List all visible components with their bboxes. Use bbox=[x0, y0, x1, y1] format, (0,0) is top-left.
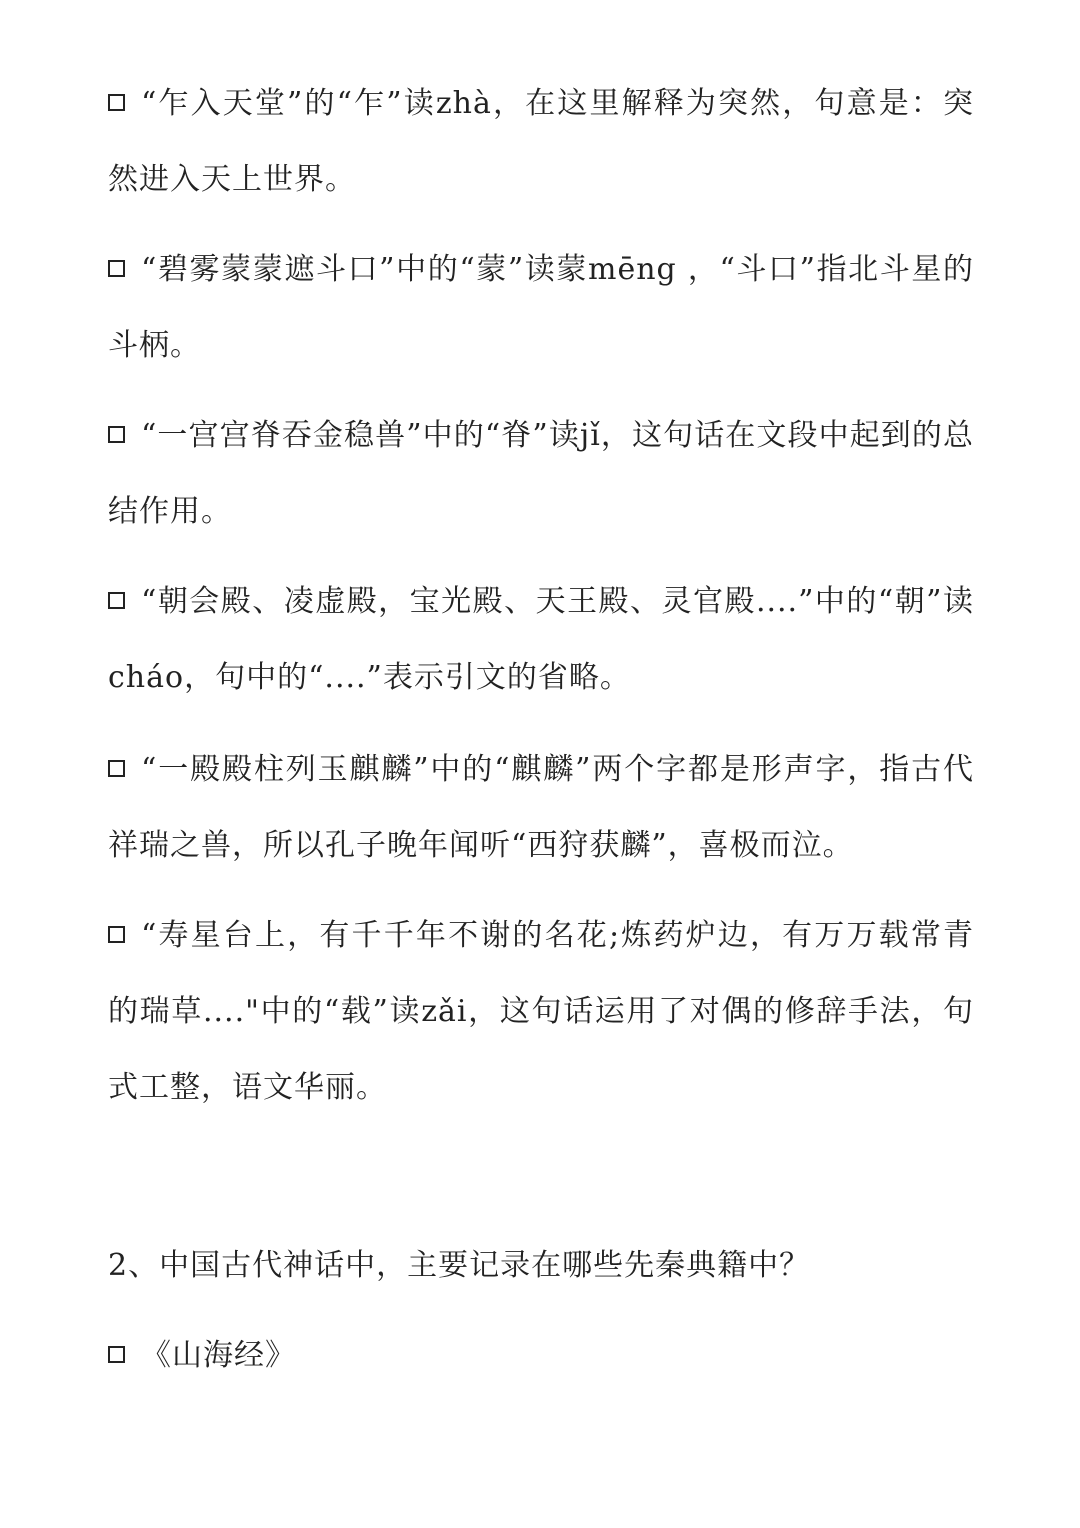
option-1-text: “乍入天堂”的“乍”读zhà，在这里解释为突然，句意是：突然进入天上世界。 bbox=[108, 86, 974, 197]
option-3-text: “一宫宫脊吞金稳兽”中的“脊”读jǐ，这句话在文段中起到的总结作用。 bbox=[108, 418, 974, 529]
question-2-option-1[interactable] bbox=[108, 1318, 974, 1394]
option-6[interactable] bbox=[108, 898, 974, 1126]
checkbox-icon[interactable] bbox=[108, 926, 125, 943]
option-4-text: “朝会殿、凌虚殿，宝光殿、天王殿、灵官殿....”中的“朝”读cháo，句中的“....”表示引文的省略。 bbox=[108, 584, 974, 695]
checkbox-icon[interactable] bbox=[108, 1346, 125, 1363]
checkbox-icon[interactable] bbox=[108, 592, 125, 609]
option-1[interactable] bbox=[108, 66, 974, 218]
option-4[interactable] bbox=[108, 564, 974, 716]
option-5-text: “一殿殿柱列玉麒麟”中的“麒麟”两个字都是形声字，指古代祥瑞之兽，所以孔子晚年闻听“西狩获麟”，喜极而泣。 bbox=[108, 752, 974, 863]
checkbox-icon[interactable] bbox=[108, 260, 125, 277]
checkbox-icon[interactable] bbox=[108, 94, 125, 111]
option-2-text: “碧雾蒙蒙遮斗口”中的“蒙”读蒙mēng ，“斗口”指北斗星的斗柄。 bbox=[108, 252, 974, 363]
checkbox-icon[interactable] bbox=[108, 760, 125, 777]
option-3[interactable] bbox=[108, 398, 974, 550]
option-2[interactable] bbox=[108, 232, 974, 384]
option-6-text: “寿星台上，有千千年不谢的名花;炼药炉边，有万万载常青的瑞草...."中的“载”读zǎi，这句话运用了对偶的修辞手法，句式工整，语文华丽。 bbox=[108, 918, 974, 1105]
checkbox-icon[interactable] bbox=[108, 426, 125, 443]
option-5[interactable] bbox=[108, 732, 974, 884]
question-2: 2、中国古代神话中，主要记录在哪些先秦典籍中？ bbox=[108, 1248, 811, 1283]
question-2-option-1-text: 《山海经》 bbox=[141, 1338, 296, 1373]
